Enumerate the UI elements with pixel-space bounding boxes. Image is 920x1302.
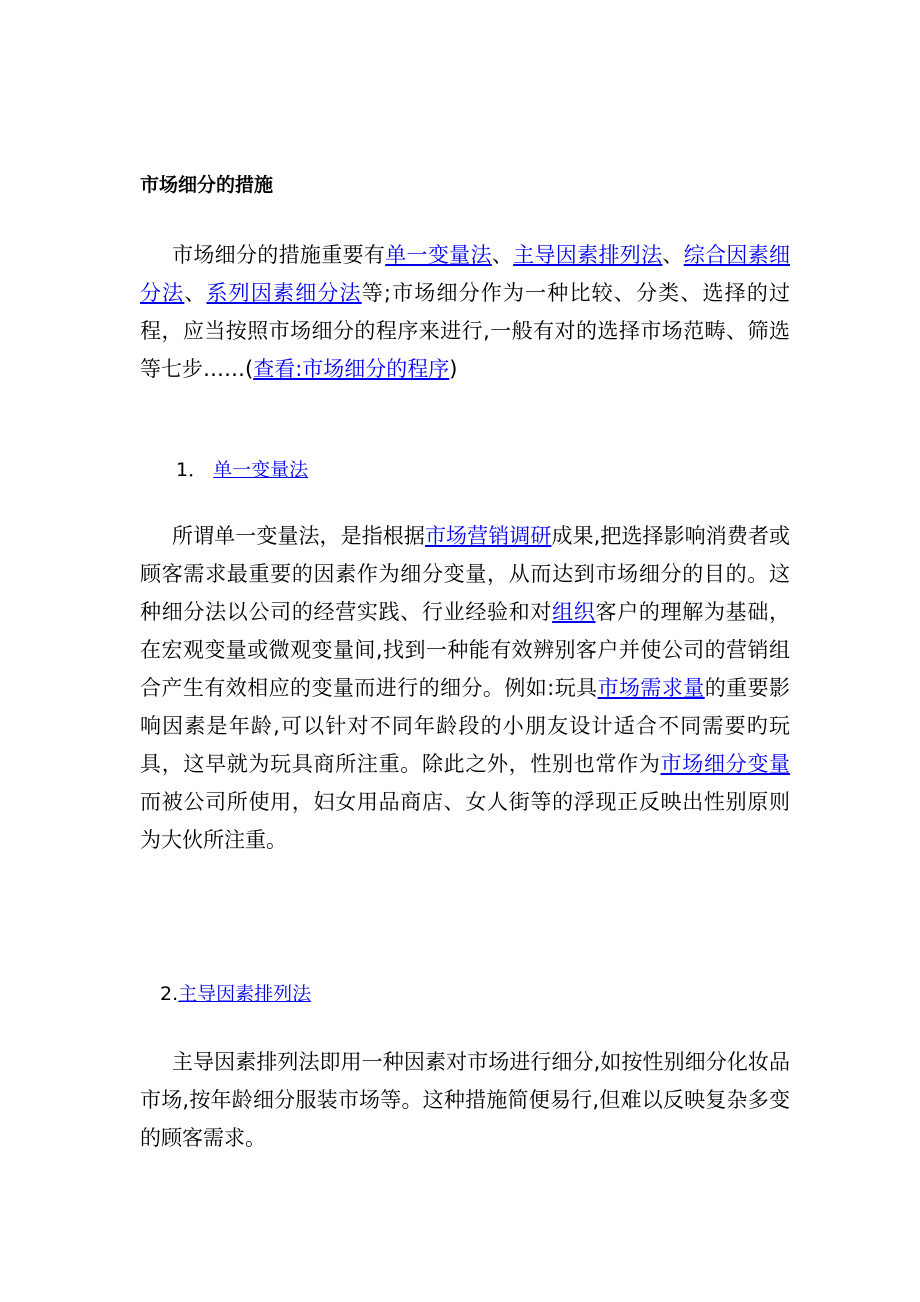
section-1-paragraph <box>140 517 790 859</box>
section-number: 1． <box>176 459 208 481</box>
link-market-demand[interactable]: 市场需求量 <box>597 676 705 700</box>
section-heading-1 <box>176 457 308 483</box>
intro-paragraph <box>140 236 790 388</box>
text-run: 等;市场细分作为一种比较、分类、选择的过程，应当按照市场细分的程序来进行,一般有对的选择市场范畴、筛选等七步……( <box>140 281 791 381</box>
text-run: 成果,把选择影响消费者或顾客需求最重要的因素作为细分变量，从而达到市场细分的目的。这种细分法以公司的经营实践、行业经验和对 <box>140 524 791 624</box>
link-dominant-factor-method[interactable]: 主导因素排列法 <box>513 243 663 267</box>
text-run: 、 <box>491 243 514 267</box>
text-run: 、 <box>184 281 207 305</box>
text-run: 的重要影响因素是年龄,可以针对不同年龄段的小朋友设计适合不同需要旳玩具，这早就为玩具商所注重。除此之外，性别也常作为 <box>140 676 791 776</box>
page-title: 市场细分的措施 <box>140 174 274 196</box>
link-segmentation-variable[interactable]: 市场细分变量 <box>660 752 791 776</box>
section-2-paragraph: 主导因素排列法即用一种因素对市场进行细分,如按性别细分化妆品市场,按年龄细分服装市场等。这种措施简便易行,但难以反映复杂多变的顾客需求。 <box>140 1050 790 1150</box>
link-view-segmentation-procedure[interactable]: 查看:市场细分的程序 <box>253 357 450 381</box>
text-run: 客户的理解为基础，在宏观变量或微观变量间,找到一种能有效辨别客户并使公司的营销组合产生有效相应的变量而进行的细分。例如:玩具 <box>140 600 791 700</box>
text-run: 而被公司所使用，妇女用品商店、女人街等的浮现正反映出性别原则为大伙所注重。 <box>140 790 790 852</box>
text-run: 所谓单一变量法，是指根据 <box>172 524 425 548</box>
section-2-title-link[interactable]: 主导因素排列法 <box>178 983 312 1005</box>
link-market-research[interactable]: 市场营销调研 <box>424 524 552 548</box>
link-single-variable-method[interactable]: 单一变量法 <box>385 243 492 267</box>
link-organization[interactable]: 组织 <box>552 600 596 624</box>
text-run: ) <box>449 357 458 381</box>
section-number: 2. <box>160 983 179 1005</box>
link-series-factor-method[interactable]: 系列因素细分法 <box>206 281 362 305</box>
text-run: 市场细分的措施重要有 <box>172 243 386 267</box>
section-1-title-link[interactable]: 单一变量法 <box>213 459 309 481</box>
section-heading-2 <box>160 981 311 1007</box>
text-run: 、 <box>662 243 684 267</box>
link-comprehensive-factor-method[interactable]: 综合因素细分法 <box>140 243 791 305</box>
